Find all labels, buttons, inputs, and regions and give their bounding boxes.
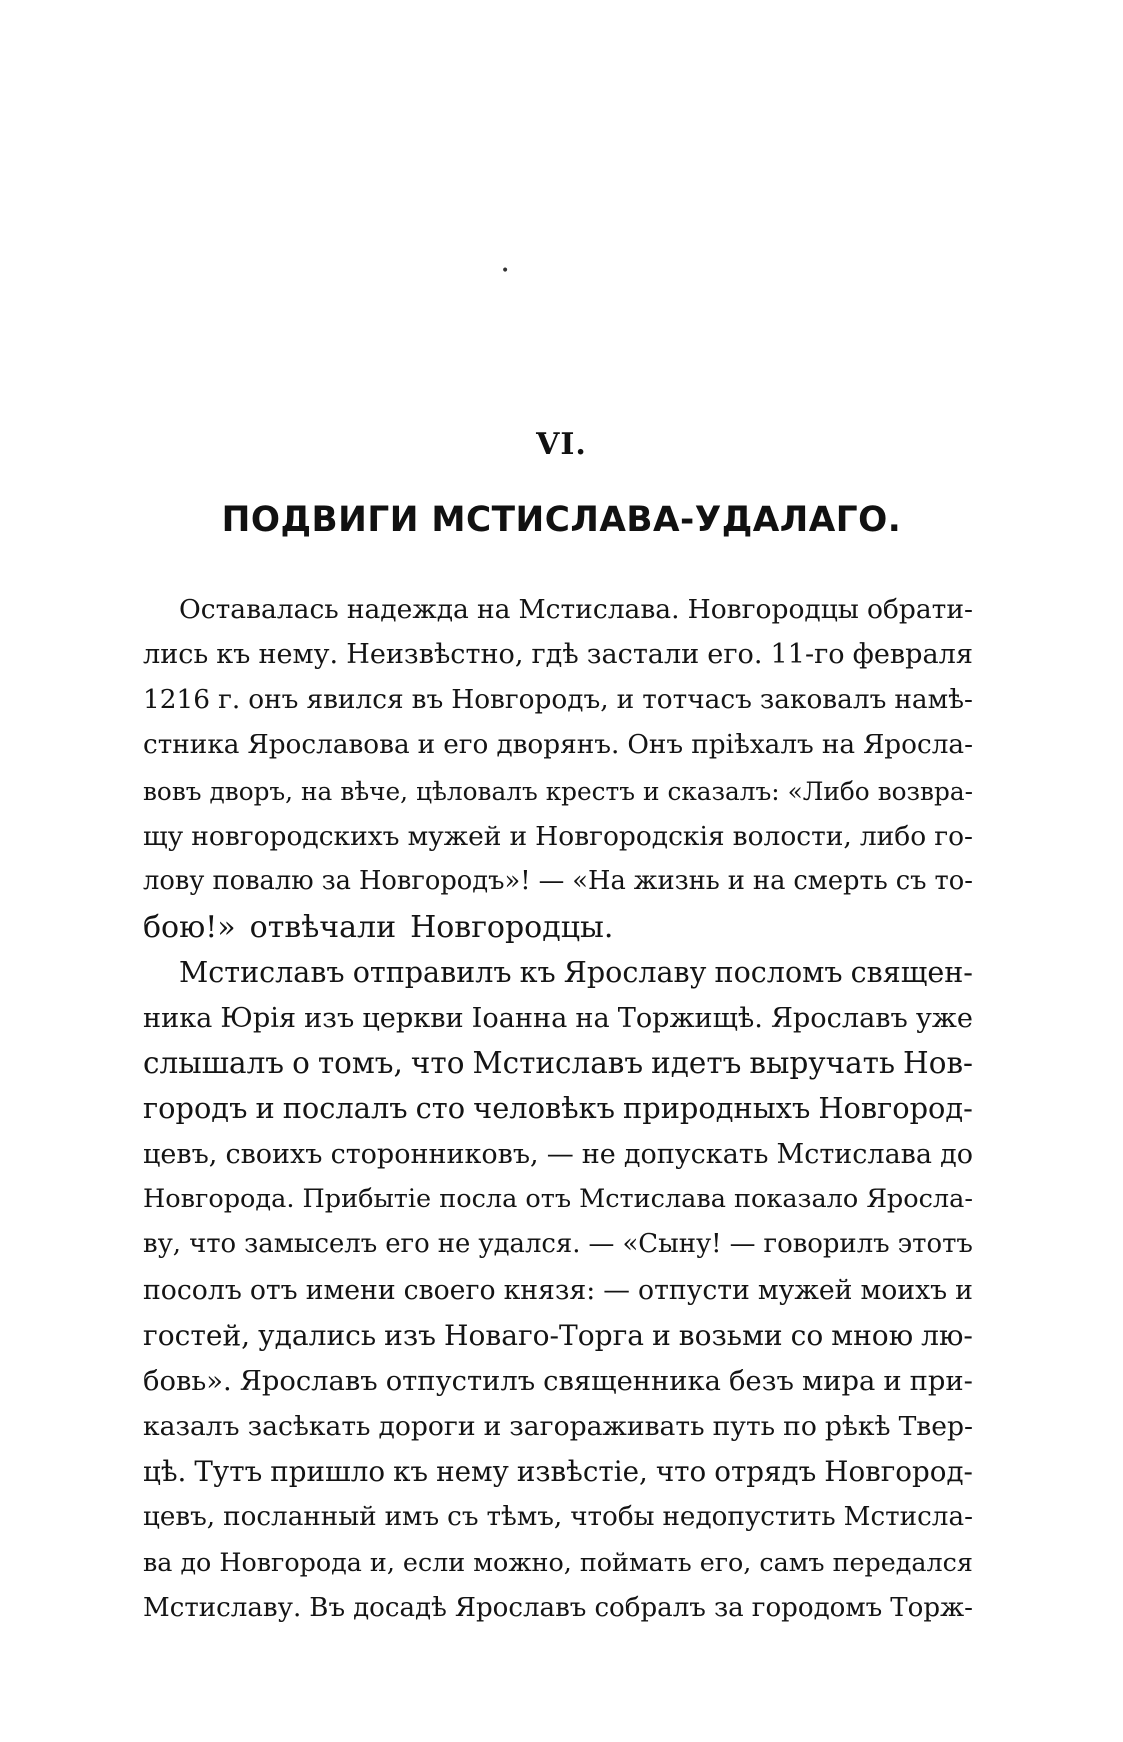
text-line: щу новгородскихъ мужей и Новгородскія волости, либо го- — [143, 820, 973, 852]
text-line: цевъ, своихъ сторонниковъ, — не допускать Мстислава до — [143, 1138, 973, 1170]
text-line: бою!» отвѣчали Новгородцы. — [143, 909, 614, 945]
text-line: слышалъ о томъ, что Мстиславъ идетъ выручать Нов- — [143, 1045, 973, 1080]
text-line: казалъ засѣкать дороги и загораживать путь по рѣкѣ Твер- — [143, 1411, 973, 1443]
text-line: Новгорода. Прибытіе посла отъ Мстислава показало Яросла- — [143, 1184, 973, 1215]
text-line: лись къ нему. Неизвѣстно, гдѣ застали его. 11-го февраля — [143, 639, 973, 671]
text-line: Мстиславъ отправилъ къ Ярославу посломъ священ- — [179, 955, 973, 990]
text-line: городъ и послалъ сто человѣкъ природныхъ Новгород- — [143, 1091, 973, 1126]
chapter-number: VI. — [536, 427, 587, 462]
text-line: ва до Новгорода и, если можно, поймать его, самъ передался — [143, 1547, 973, 1578]
printer-mark: • — [501, 263, 510, 279]
text-line: лову повалю за Новгородъ»! — «На жизнь и на смерть съ то- — [143, 866, 973, 897]
text-line: цевъ, посланный имъ съ тѣмъ, чтобы недопустить Мстисла- — [143, 1501, 973, 1532]
chapter-title: ПОДВИГИ МСТИСЛАВА-УДАЛАГО. — [221, 500, 902, 540]
text-line: Мстиславу. Въ досадѣ Ярославъ собралъ за городомъ Торж- — [143, 1592, 973, 1623]
text-line: гостей, удались изъ Новаго-Торга и возьми со мною лю- — [143, 1319, 973, 1353]
text-line: стника Ярославова и его дворянъ. Онъ пріѣхалъ на Яросла- — [143, 730, 973, 761]
body-text — [143, 587, 973, 1631]
text-line: бовь». Ярославъ отпустилъ священника безъ мира и при- — [143, 1365, 973, 1397]
text-line: ву, что замыселъ его не удался. — «Сыну! — говорилъ этотъ — [143, 1229, 973, 1260]
text-line: 1216 г. онъ явился въ Новгородъ, и тотчасъ заковалъ намѣ- — [143, 684, 973, 715]
text-line: Оставалась надежда на Мстислава. Новгородцы обрати- — [179, 594, 973, 625]
text-line: ника Юрія изъ церкви Іоанна на Торжищѣ. Ярославъ уже — [143, 1002, 973, 1034]
text-line: посолъ отъ имени своего князя: — отпусти мужей моихъ и — [143, 1274, 973, 1306]
text-line: вовъ дворъ, на вѣче, цѣловалъ крестъ и сказалъ: «Либо возвра- — [143, 776, 973, 806]
text-line: цѣ. Тутъ пришло къ нему извѣстіе, что отрядъ Новгород- — [143, 1455, 973, 1489]
